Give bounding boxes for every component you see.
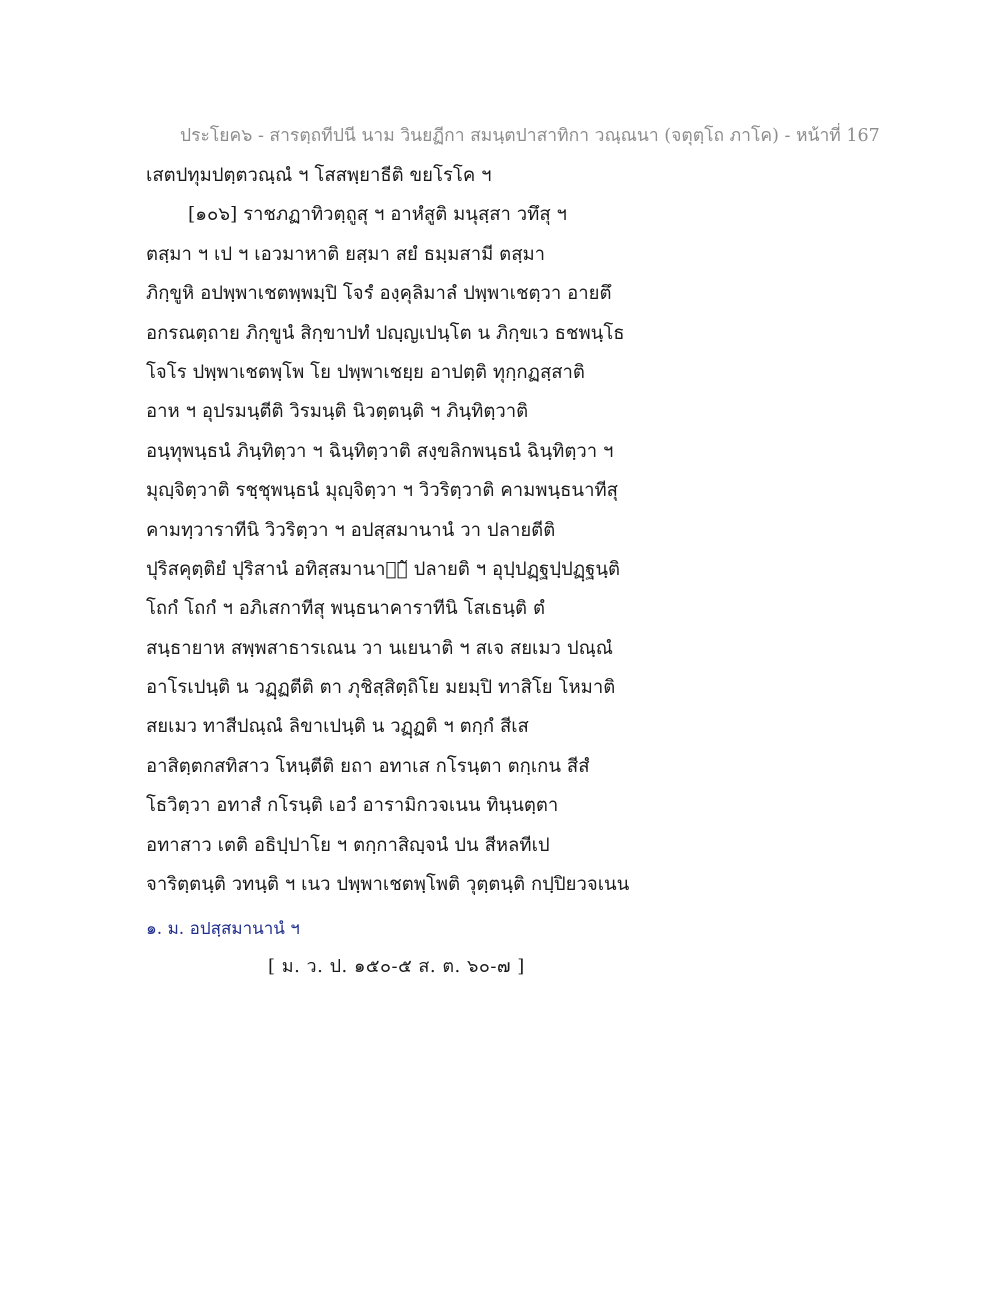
body-line-14: อาโรเปนฺติ น วฏฺฏตีติ ตา ภุชิสฺสิตฺถิโย มยมฺปิ ทาสิโย โหมาติ bbox=[146, 677, 616, 699]
body-line-8: อนฺทุพนฺธนํ ภินฺทิตฺวา ฯ ฉินฺทิตฺวาติ สงฺขลิกพนฺธนํ ฉินฺทิตฺวา ฯ bbox=[146, 440, 614, 462]
body-text bbox=[146, 156, 706, 904]
body-line-11: ปุริสคุตฺติยํ ปุริสานํ อทิสฺสมานานํ᷉ ปลายติ ฯ อุปฺปฏฺฐปฺปฏฺฐนฺติ bbox=[146, 558, 621, 580]
body-line-1: เสตปทุมปตฺตวณฺณํ ฯ โสสพฺยาธีติ ขยโรโค ฯ bbox=[146, 165, 492, 186]
body-line-6: โจโร ปพฺพาเชตพฺโพ โย ปพฺพาเชยฺย อาปตฺติ ทุกฺกฏสฺสาติ bbox=[146, 361, 585, 383]
body-line-19: จาริตฺตนฺติ วทนฺติ ฯ เนว ปพฺพาเชตพฺโพติ วุตฺตนฺติ กปฺปิยวจเนน bbox=[146, 874, 630, 896]
body-line-12: โถกํ โถกํ ฯ อภิเสกาทีสุ พนฺธนาคาราทีนิ โสเธนฺติ ตํ bbox=[146, 598, 545, 620]
body-line-9: มุญฺจิตฺวาติ รชฺชุพนฺธนํ มุญฺจิตฺวา ฯ วิวริตฺวาติ คามพนฺธนาทีสุ bbox=[146, 480, 618, 502]
body-line-4: ภิกฺขูหิ อปพฺพาเชตพฺพมฺปิ โจรํ องฺคุลิมาลํ ปพฺพาเชตฺวา อายตึ bbox=[146, 283, 612, 305]
body-line-10: คามทฺวาราทีนิ วิวริตฺวา ฯ อปสฺสมานานํ วา ปลายตีติ bbox=[146, 519, 556, 541]
footnote: ๑. ม. อปสฺสมานานํ ฯ bbox=[146, 919, 300, 939]
body-line-7: อาห ฯ อุปรมนฺตีติ วิรมนฺติ นิวตฺตนฺติ ฯ ภินฺทิตฺวาติ bbox=[146, 401, 529, 423]
page-reference: [ ม. ว. ป. ๑๕๐-๕ ส. ต. ๖๐-๗ ] bbox=[268, 956, 525, 977]
body-line-18: อทาสาว เตติ อธิปฺปาโย ฯ ตกฺกาสิญฺจนํ ปน สีหลทีเป bbox=[146, 834, 550, 856]
body-line-13: สนฺธายาห สพฺพสาธารเณน วา นเยนาติ ฯ สเจ สยเมว ปณฺณํ bbox=[146, 637, 613, 659]
body-line-3: ตสฺมา ฯ เป ฯ เอวมาหาติ ยสฺมา สยํ ธมฺมสามี ตสฺมา bbox=[146, 243, 546, 265]
running-header: ประโยค๖ - สารตฺถทีปนี นาม วินยฏีกา สมนฺตปาสาทิกา วณฺณนา (จตุตฺโถ ภาโค) - หน้าที่ 167 bbox=[180, 126, 880, 146]
body-line-15: สยเมว ทาสีปณฺณํ ลิขาเปนฺติ น วฏฺฏติ ฯ ตกฺกํ สีเส bbox=[146, 716, 529, 738]
body-line-16: อาสิตฺตกสทิสาว โหนฺตีติ ยถา อทาเส กโรนฺตา ตกฺเกน สีสํ bbox=[146, 755, 590, 777]
body-line-17: โธวิตฺวา อทาสํ กโรนฺติ เอวํ อารามิกวจเนน ทินฺนตฺตา bbox=[146, 795, 559, 817]
body-line-2: [๑๐๖] ราชภฏาทิวตฺถูสุ ฯ อาหํสูติ มนุสฺสา วทึสุ ฯ bbox=[188, 204, 567, 226]
body-line-5: อกรณตฺถาย ภิกฺขูนํ สิกฺขาปทํ ปญฺญเปนฺโต น ภิกฺขเว ธชพนฺโธ bbox=[146, 322, 625, 344]
